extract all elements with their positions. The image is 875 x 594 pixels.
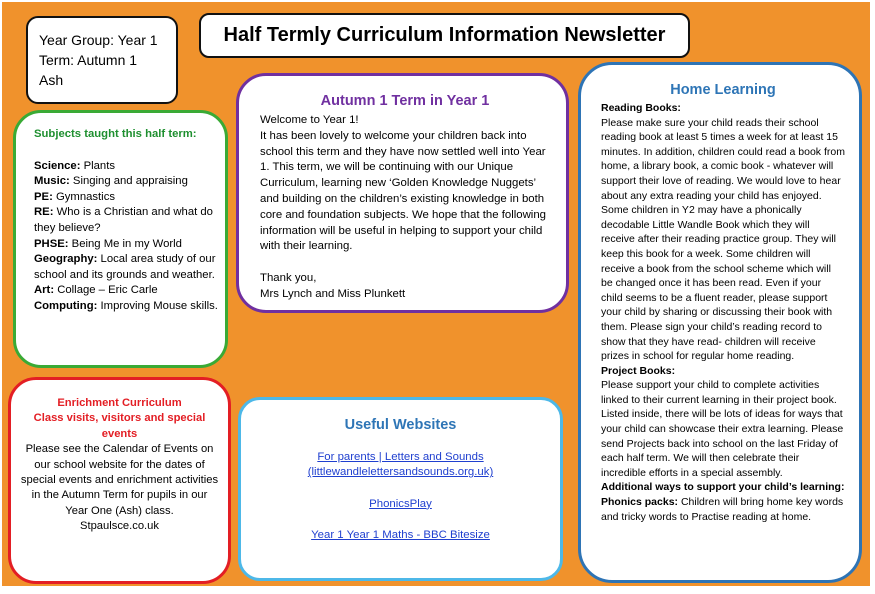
subject-name: RE: <box>34 206 54 219</box>
subject-detail: Collage – Eric Carle <box>54 284 158 297</box>
class-name: Ash <box>39 72 64 88</box>
enrichment-body: Please see the Calendar of Events on our school website for the dates of special events and enrichment activities in the Autumn Term for pupils in our Year One (Ash) class. <box>20 443 219 517</box>
subject-list <box>34 159 219 315</box>
bbc-bitesize-link[interactable]: Year 1 Year 1 Maths - BBC Bitesize <box>311 529 490 542</box>
project-books-label: Project Books: <box>601 364 676 377</box>
subject-detail: Local area study of our school and its grounds and weather. <box>34 253 216 281</box>
subject-name: PHSE: <box>34 237 69 250</box>
subject-item <box>34 205 219 236</box>
home-learning-box <box>578 62 862 583</box>
phonicsplay-link[interactable]: PhonicsPlay <box>369 497 432 510</box>
welcome-text: Welcome to Year 1! <box>260 114 359 126</box>
subject-detail: Who is a Christian and what do they believe? <box>34 206 213 234</box>
subject-detail: Being Me in my World <box>68 237 182 250</box>
autumn-body: It has been lovely to welcome your children back into school this term and they have now settled well into Year 1. This term, we will be continuing with our Unique Curriculum, learning new ‘Golden Knowledge Nuggets’ and building on the children’s existing knowledge in both core and foundation subjects. We hope that the following information will be useful in helping to support your child with their learning. <box>260 129 547 253</box>
school-website: Stpaulsce.co.uk <box>80 520 159 533</box>
letters-and-sounds-link[interactable] <box>249 450 552 481</box>
term: Term: Autumn 1 <box>39 52 138 68</box>
enrichment-box <box>8 377 231 584</box>
subjects-box <box>13 110 228 368</box>
home-learning-heading: Home Learning <box>670 82 776 98</box>
subject-detail: Plants <box>80 159 116 172</box>
phonics-packs-label: Phonics packs: <box>601 496 679 509</box>
subject-item <box>34 237 219 253</box>
useful-websites-box <box>238 397 563 581</box>
enrichment-subheading: Class visits, visitors and special events <box>33 412 206 440</box>
subject-name: Geography: <box>34 253 98 266</box>
thanks-text: Thank you, <box>260 271 317 284</box>
additional-ways-label: Additional ways to support your child’s learning: <box>601 481 845 494</box>
websites-heading: Useful Websites <box>344 417 457 433</box>
letters-and-sounds-link-title[interactable]: For parents | Letters and Sounds <box>317 451 484 463</box>
reading-books-text: Please make sure your child reads their school reading book at least 5 times a week for at least 15 minutes. In addition, children could read a book from home, a library book, a comic book - whatever will support their love of reading. We would love to hear about any extra reading your child has enjoyed. Some children in Y2 may have a phonically decodable Little Wandle Book which they will receive after their reading practice group. They will keep this book for a week. Some children will receive a book from the school scheme which will be changed once it has been read. Even if your child seems to be a fluent reader, please support your child by sharing or discussing their book with them. Please sign your child’s reading record to show that they have read- children will receive prizes in school for regular home reading. <box>601 116 845 363</box>
project-books-text: Please support your child to complete activities linked to their current learning in their project book. Listed inside, there will be lots of ideas for ways that your child can showcase their extra learning. Please send Projects back into school on the last Friday of each half term. We will then celebrate their incredible efforts in a special assembly. <box>601 379 844 479</box>
subjects-heading: Subjects taught this half term: <box>34 128 197 140</box>
subject-detail: Gymnastics <box>52 190 115 203</box>
subject-name: Computing: <box>34 299 98 312</box>
subject-name: Art: <box>34 284 55 297</box>
newsletter-title: Half Termly Curriculum Information Newsletter <box>199 13 690 58</box>
year-group: Year Group: Year 1 <box>39 32 158 48</box>
subject-name: PE: <box>34 190 53 203</box>
enrichment-heading: Enrichment Curriculum <box>57 397 182 409</box>
phonics-packs-text: Children will bring home key words and tricky words to Practise reading at home. <box>601 496 844 523</box>
class-info-box <box>26 16 178 104</box>
subject-name: Science: <box>34 159 81 172</box>
subject-item <box>34 283 219 299</box>
subject-item <box>34 299 219 315</box>
autumn-term-box <box>236 73 569 313</box>
subject-item <box>34 190 219 206</box>
letters-and-sounds-link-url[interactable]: (littlewandlelettersandsounds.org.uk) <box>307 466 494 479</box>
subject-item <box>34 174 219 190</box>
autumn-heading: Autumn 1 Term in Year 1 <box>320 93 490 109</box>
subject-detail: Singing and appraising <box>69 175 188 188</box>
subject-detail: Improving Mouse skills. <box>97 299 218 312</box>
signoff-text: Mrs Lynch and Miss Plunkett <box>260 287 406 300</box>
reading-books-label: Reading Books: <box>601 102 681 114</box>
subject-item <box>34 159 219 175</box>
subject-name: Music: <box>34 175 70 188</box>
subject-item <box>34 252 219 283</box>
